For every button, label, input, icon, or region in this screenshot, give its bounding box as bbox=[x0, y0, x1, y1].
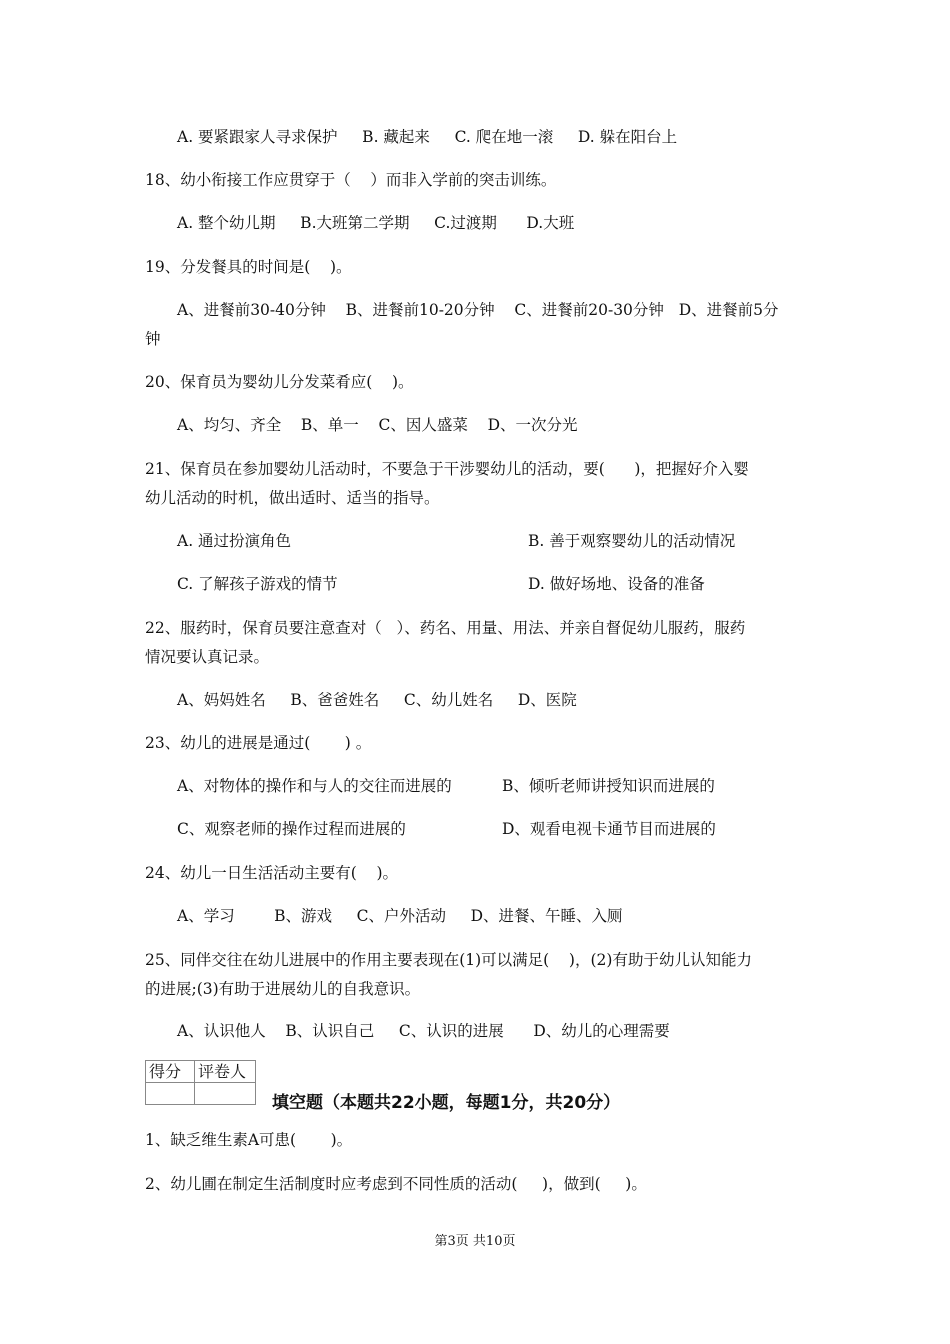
question-24-options: A、学习 B、游戏 C、户外活动 D、进餐、午睡、入厕 bbox=[177, 907, 623, 925]
question-23-option-c: C、观察老师的操作过程而进展的 bbox=[177, 820, 406, 838]
score-cell bbox=[146, 1083, 195, 1105]
question-21-cont: 幼儿活动的时机，做出适时、适当的指导。 bbox=[145, 489, 440, 507]
grader-cell bbox=[195, 1083, 256, 1105]
section-title: 填空题（本题共22小题，每题1分，共20分） bbox=[272, 1093, 621, 1113]
question-21-option-a: A. 通过扮演角色 bbox=[177, 532, 292, 550]
fill-question-1: 1、缺乏维生素A可患( )。 bbox=[145, 1131, 353, 1149]
grader-label: 评卷人 bbox=[195, 1061, 256, 1083]
question-20-options: A、均匀、齐全 B、单一 C、因人盛菜 D、一次分光 bbox=[177, 416, 578, 434]
question-17-options: A. 要紧跟家人寻求保护 B. 藏起来 C. 爬在地一滚 D. 躲在阳台上 bbox=[177, 128, 678, 146]
question-23-option-a: A、对物体的操作和与人的交往而进展的 bbox=[177, 777, 452, 795]
question-23: 23、幼儿的进展是通过( ) 。 bbox=[145, 734, 372, 752]
question-25: 25、同伴交往在幼儿进展中的作用主要表现在(1)可以满足( )，(2)有助于幼儿认知能力 bbox=[145, 951, 752, 969]
question-20: 20、保育员为婴幼儿分发菜肴应( )。 bbox=[145, 373, 414, 391]
question-22-cont: 情况要认真记录。 bbox=[145, 648, 270, 666]
question-25-cont: 的进展;(3)有助于进展幼儿的自我意识。 bbox=[145, 980, 421, 998]
question-21-option-c: C. 了解孩子游戏的情节 bbox=[177, 575, 338, 593]
question-19-options-cont: 钟 bbox=[145, 330, 161, 348]
question-18-options: A. 整个幼儿期 B.大班第二学期 C.过渡期 D.大班 bbox=[177, 214, 575, 232]
score-box bbox=[145, 1060, 256, 1105]
question-21: 21、保育员在参加婴幼儿活动时，不要急于干涉婴幼儿的活动，要( )，把握好介入婴 bbox=[145, 460, 749, 478]
question-22-options: A、妈妈姓名 B、爸爸姓名 C、幼儿姓名 D、医院 bbox=[177, 691, 577, 709]
question-22: 22、服药时，保育员要注意查对（ ）、药名、用量、用法、并亲自督促幼儿服药，服药 bbox=[145, 619, 746, 637]
score-label: 得分 bbox=[146, 1061, 195, 1083]
question-25-options: A、认识他人 B、认识自己 C、认识的进展 D、幼儿的心理需要 bbox=[177, 1022, 670, 1040]
question-23-option-d: D、观看电视卡通节目而进展的 bbox=[502, 820, 716, 838]
question-19-options: A、进餐前30-40分钟 B、进餐前10-20分钟 C、进餐前20-30分钟 D、进餐前5分 bbox=[177, 301, 779, 319]
question-18: 18、幼小衔接工作应贯穿于（ ）而非入学前的突击训练。 bbox=[145, 171, 557, 189]
question-23-option-b: B、倾听老师讲授知识而进展的 bbox=[502, 777, 715, 795]
fill-question-2: 2、幼儿圃在制定生活制度时应考虑到不同性质的活动( )，做到( )。 bbox=[145, 1175, 647, 1193]
question-21-option-b: B. 善于观察婴幼儿的活动情况 bbox=[528, 532, 736, 550]
question-21-option-d: D. 做好场地、设备的准备 bbox=[528, 575, 705, 593]
page-footer: 第3页 共10页 bbox=[434, 1234, 516, 1249]
question-24: 24、幼儿一日生活活动主要有( )。 bbox=[145, 864, 399, 882]
question-19: 19、分发餐具的时间是( )。 bbox=[145, 258, 352, 276]
